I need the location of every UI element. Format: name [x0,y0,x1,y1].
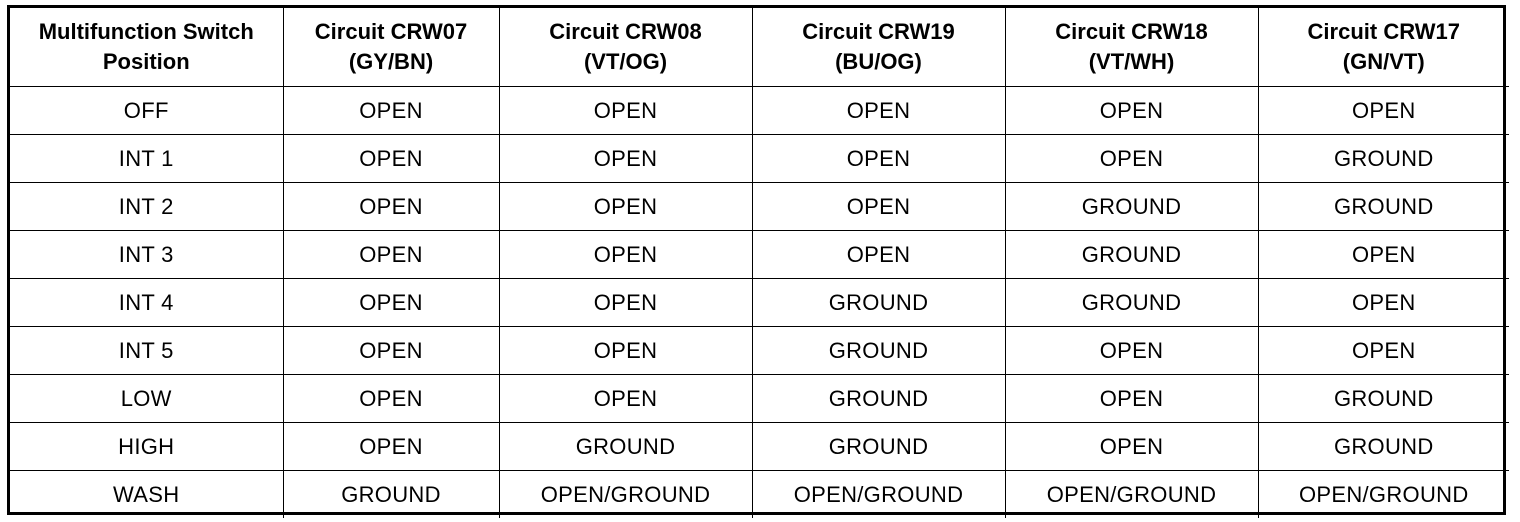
switch-circuit-table [10,8,1509,518]
header-circuit-crw07: Circuit CRW07 (GY/BN) [283,8,499,87]
cell-crw08: OPEN [499,231,752,279]
cell-crw18: GROUND [1005,231,1258,279]
cell-crw07: OPEN [283,423,499,471]
cell-crw17: OPEN [1258,231,1509,279]
header-circuit-crw19: Circuit CRW19 (BU/OG) [752,8,1005,87]
cell-crw08: OPEN [499,375,752,423]
cell-crw18: GROUND [1005,183,1258,231]
table-row [10,423,1509,471]
cell-crw08: OPEN [499,327,752,375]
cell-crw19: GROUND [752,423,1005,471]
cell-crw17: GROUND [1258,423,1509,471]
header-circuit-crw08: Circuit CRW08 (VT/OG) [499,8,752,87]
cell-crw08: OPEN [499,279,752,327]
cell-crw07: OPEN [283,183,499,231]
cell-crw07: OPEN [283,375,499,423]
cell-crw19: OPEN [752,231,1005,279]
cell-crw18: OPEN/GROUND [1005,471,1258,519]
cell-crw18: OPEN [1005,327,1258,375]
cell-position: WASH [10,471,283,519]
cell-crw17: OPEN [1258,87,1509,135]
cell-crw08: OPEN [499,183,752,231]
cell-crw18: GROUND [1005,279,1258,327]
cell-position: INT 3 [10,231,283,279]
cell-crw08: OPEN/GROUND [499,471,752,519]
cell-crw17: GROUND [1258,135,1509,183]
cell-crw19: OPEN [752,135,1005,183]
cell-crw17: OPEN [1258,279,1509,327]
cell-position: OFF [10,87,283,135]
cell-crw07: OPEN [283,231,499,279]
cell-crw07: OPEN [283,279,499,327]
cell-position: HIGH [10,423,283,471]
header-circuit-crw18: Circuit CRW18 (VT/WH) [1005,8,1258,87]
cell-crw08: GROUND [499,423,752,471]
cell-crw18: OPEN [1005,135,1258,183]
cell-crw07: OPEN [283,87,499,135]
cell-crw19: GROUND [752,375,1005,423]
cell-crw19: GROUND [752,279,1005,327]
table-row [10,135,1509,183]
table-row [10,279,1509,327]
cell-position: INT 1 [10,135,283,183]
table-row [10,327,1509,375]
table-body [10,87,1509,519]
cell-crw07: GROUND [283,471,499,519]
table-row [10,471,1509,519]
cell-crw17: OPEN/GROUND [1258,471,1509,519]
cell-crw18: OPEN [1005,375,1258,423]
cell-crw08: OPEN [499,87,752,135]
cell-position: INT 5 [10,327,283,375]
cell-crw08: OPEN [499,135,752,183]
cell-position: INT 2 [10,183,283,231]
table-row [10,231,1509,279]
table-row [10,375,1509,423]
header-circuit-crw17: Circuit CRW17 (GN/VT) [1258,8,1509,87]
cell-crw07: OPEN [283,327,499,375]
cell-crw07: OPEN [283,135,499,183]
cell-crw19: OPEN/GROUND [752,471,1005,519]
cell-crw17: OPEN [1258,327,1509,375]
cell-crw17: GROUND [1258,375,1509,423]
cell-crw18: OPEN [1005,87,1258,135]
table-row [10,87,1509,135]
cell-crw17: GROUND [1258,183,1509,231]
cell-crw19: OPEN [752,87,1005,135]
header-switch-position: Multifunction Switch Position [10,8,283,87]
cell-position: LOW [10,375,283,423]
cell-crw19: GROUND [752,327,1005,375]
cell-crw18: OPEN [1005,423,1258,471]
cell-position: INT 4 [10,279,283,327]
table-row [10,183,1509,231]
cell-crw19: OPEN [752,183,1005,231]
switch-circuit-table-frame [7,5,1506,515]
table-header-row [10,8,1509,87]
